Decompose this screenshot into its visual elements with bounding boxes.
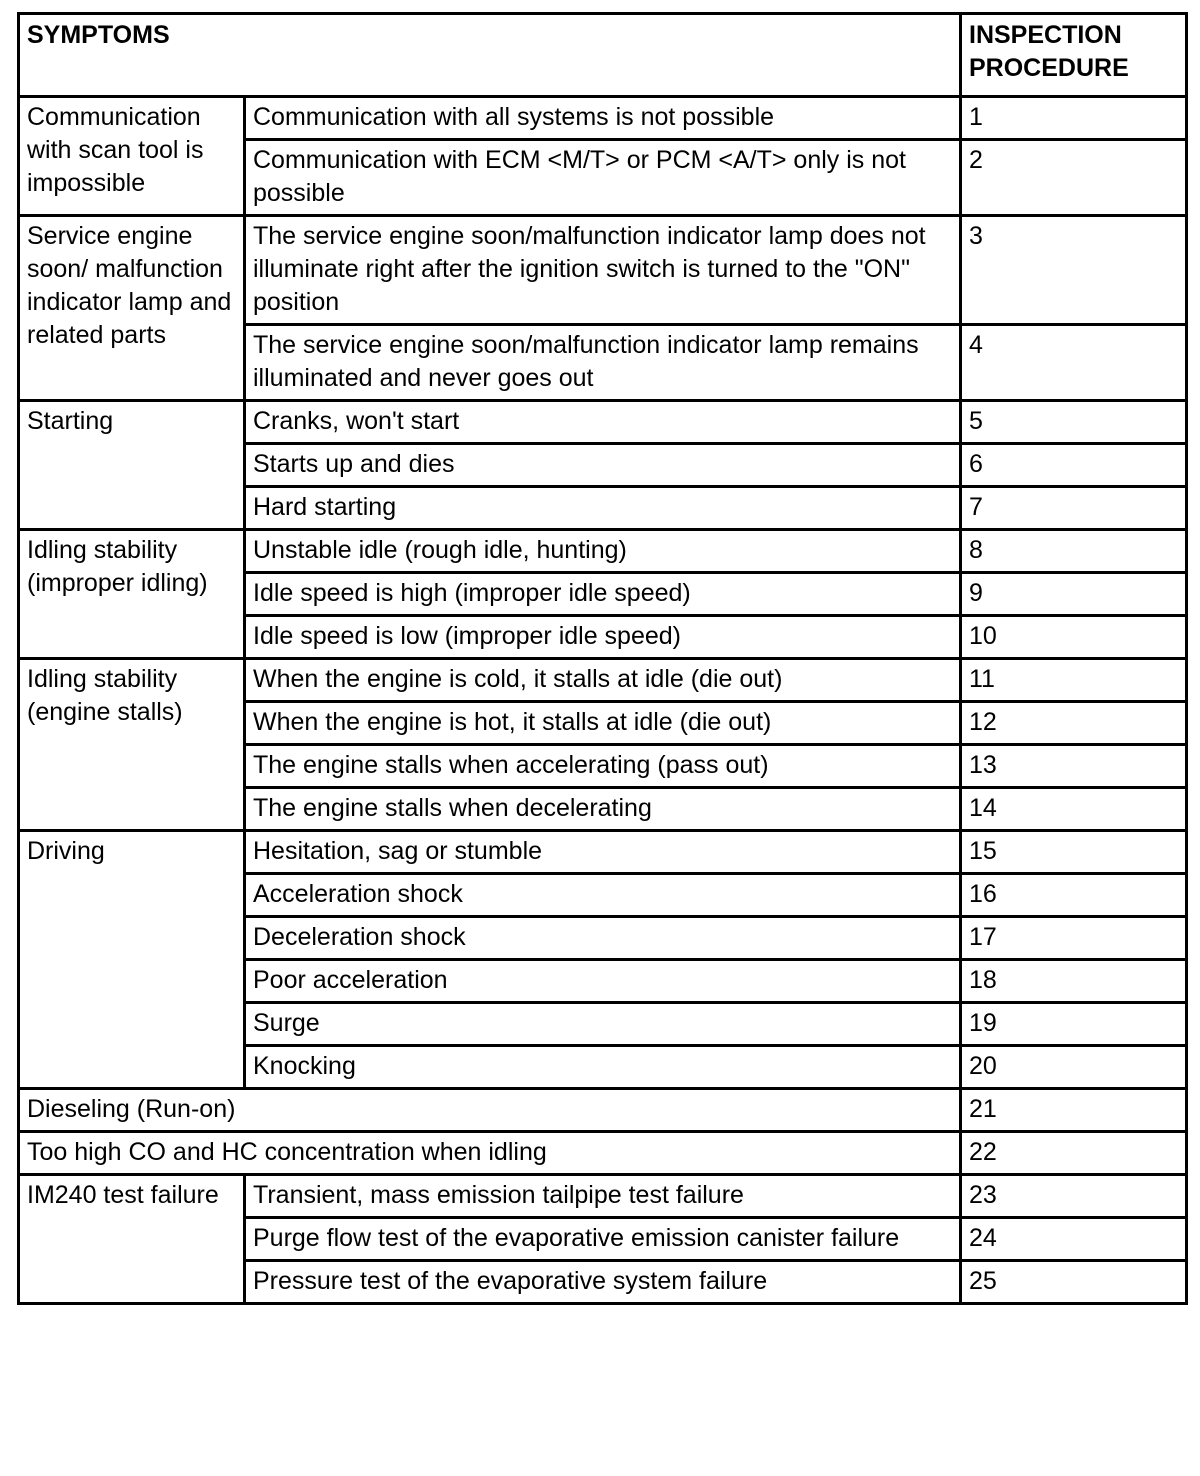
symptom-cell: Deceleration shock (245, 917, 961, 960)
table-row (19, 97, 1187, 140)
header-row (19, 14, 1187, 97)
symptom-cell: Idle speed is high (improper idle speed) (245, 573, 961, 616)
symptom-cell: Acceleration shock (245, 874, 961, 917)
table-row (19, 530, 1187, 573)
symptom-cell: The service engine soon/malfunction indicator lamp remains illuminated and never goes out (245, 325, 961, 401)
inspection-procedure-header: INSPECTION PROCEDURE (961, 14, 1187, 97)
symptom-category-cell: IM240 test failure (19, 1175, 245, 1304)
procedure-number-cell: 7 (961, 487, 1187, 530)
procedure-number-cell: 16 (961, 874, 1187, 917)
procedure-number-cell: 6 (961, 444, 1187, 487)
table-row (19, 401, 1187, 444)
procedure-number-cell: 9 (961, 573, 1187, 616)
procedure-number-cell: 14 (961, 788, 1187, 831)
symptom-cell: Purge flow test of the evaporative emission canister failure (245, 1218, 961, 1261)
symptom-category-cell: Too high CO and HC concentration when idling (19, 1132, 961, 1175)
symptom-cell: Hard starting (245, 487, 961, 530)
procedure-number-cell: 8 (961, 530, 1187, 573)
symptom-category-cell: Communication with scan tool is impossible (19, 97, 245, 216)
symptoms-header: SYMPTOMS (19, 14, 961, 97)
symptom-cell: Communication with all systems is not possible (245, 97, 961, 140)
procedure-number-cell: 19 (961, 1003, 1187, 1046)
symptom-cell: Transient, mass emission tailpipe test failure (245, 1175, 961, 1218)
procedure-number-cell: 3 (961, 216, 1187, 325)
procedure-number-cell: 13 (961, 745, 1187, 788)
symptom-cell: Communication with ECM <M/T> or PCM <A/T> only is not possible (245, 140, 961, 216)
procedure-number-cell: 2 (961, 140, 1187, 216)
procedure-number-cell: 15 (961, 831, 1187, 874)
symptom-cell: The engine stalls when decelerating (245, 788, 961, 831)
symptom-cell: Pressure test of the evaporative system failure (245, 1261, 961, 1304)
symptom-category-cell: Idling stability (engine stalls) (19, 659, 245, 831)
symptom-cell: When the engine is hot, it stalls at idle (die out) (245, 702, 961, 745)
procedure-number-cell: 18 (961, 960, 1187, 1003)
symptom-category-cell: Starting (19, 401, 245, 530)
symptom-category-cell: Driving (19, 831, 245, 1089)
table-row (19, 659, 1187, 702)
table-row (19, 1175, 1187, 1218)
table-row (19, 1132, 1187, 1175)
procedure-number-cell: 10 (961, 616, 1187, 659)
symptom-category-cell: Dieseling (Run-on) (19, 1089, 961, 1132)
table-row (19, 216, 1187, 325)
symptom-cell: Hesitation, sag or stumble (245, 831, 961, 874)
procedure-number-cell: 21 (961, 1089, 1187, 1132)
symptom-cell: When the engine is cold, it stalls at idle (die out) (245, 659, 961, 702)
symptom-cell: Surge (245, 1003, 961, 1046)
symptom-cell: The engine stalls when accelerating (pass out) (245, 745, 961, 788)
procedure-number-cell: 22 (961, 1132, 1187, 1175)
symptom-cell: Knocking (245, 1046, 961, 1089)
procedure-number-cell: 12 (961, 702, 1187, 745)
procedure-number-cell: 20 (961, 1046, 1187, 1089)
procedure-number-cell: 24 (961, 1218, 1187, 1261)
procedure-number-cell: 25 (961, 1261, 1187, 1304)
table-body (19, 97, 1187, 1304)
procedure-number-cell: 5 (961, 401, 1187, 444)
symptom-inspection-table (17, 12, 1188, 1305)
symptom-category-cell: Idling stability (improper idling) (19, 530, 245, 659)
table-row (19, 1089, 1187, 1132)
symptom-cell: Poor acceleration (245, 960, 961, 1003)
symptom-category-cell: Service engine soon/ malfunction indicator lamp and related parts (19, 216, 245, 401)
table-row (19, 831, 1187, 874)
symptom-cell: Starts up and dies (245, 444, 961, 487)
procedure-number-cell: 4 (961, 325, 1187, 401)
procedure-number-cell: 11 (961, 659, 1187, 702)
procedure-number-cell: 17 (961, 917, 1187, 960)
symptom-cell: Unstable idle (rough idle, hunting) (245, 530, 961, 573)
procedure-number-cell: 1 (961, 97, 1187, 140)
procedure-number-cell: 23 (961, 1175, 1187, 1218)
symptom-cell: The service engine soon/malfunction indicator lamp does not illuminate right after the ignition switch is turned to the "ON" position (245, 216, 961, 325)
symptom-cell: Cranks, won't start (245, 401, 961, 444)
symptom-cell: Idle speed is low (improper idle speed) (245, 616, 961, 659)
